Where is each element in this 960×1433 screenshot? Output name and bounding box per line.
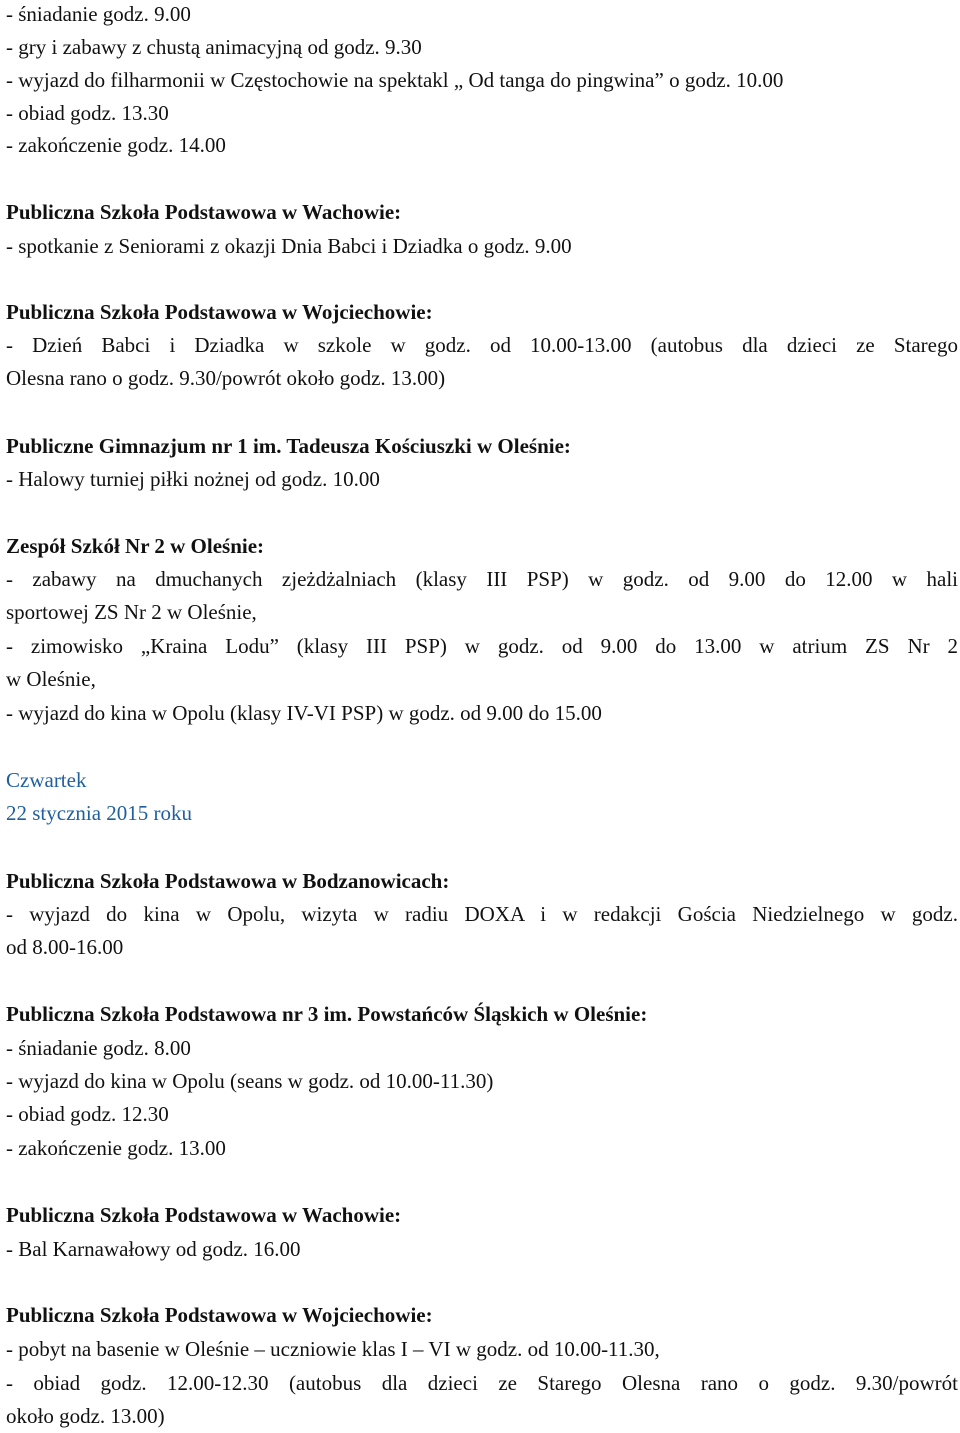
list-item: około godz. 13.00) [6,1404,165,1428]
list-item: - śniadanie godz. 8.00 [6,1036,191,1060]
section-heading: Publiczna Szkoła Podstawowa w Wachowie: [6,200,402,224]
list-item: - wyjazd do kina w Opolu, wizyta w radiu DOXA i w redakcji Gościa Niedzielnego w godz. [6,902,958,926]
section-heading: Publiczna Szkoła Podstawowa w Wojciechowie: [6,300,433,324]
section-heading: Publiczna Szkoła Podstawowa w Wojciechowie: [6,1303,433,1327]
list-item: - zakończenie godz. 14.00 [6,133,226,157]
date-heading: 22 stycznia 2015 roku [6,801,193,825]
list-item: - wyjazd do filharmonii w Częstochowie na spektakl „ Od tanga do pingwina” o godz. 10.00 [6,68,784,92]
section-heading: Publiczna Szkoła Podstawowa nr 3 im. Powstańców Śląskich w Oleśnie: [6,1002,648,1026]
list-item: - obiad godz. 12.00-12.30 (autobus dla dzieci ze Starego Olesna rano o godz. 9.30/powrót [6,1371,958,1395]
list-item: - Dzień Babci i Dziadka w szkole w godz. od 10.00-13.00 (autobus dla dzieci ze Starego [6,333,958,357]
list-item: od 8.00-16.00 [6,935,124,959]
section-heading: Publiczna Szkoła Podstawowa w Wachowie: [6,1203,402,1227]
list-item: - obiad godz. 12.30 [6,1102,169,1126]
list-item: - wyjazd do kina w Opolu (klasy IV-VI PSP) w godz. od 9.00 do 15.00 [6,701,602,725]
list-item: - Bal Karnawałowy od godz. 16.00 [6,1237,301,1261]
list-item: w Oleśnie, [6,667,96,691]
section-heading: Zespół Szkół Nr 2 w Oleśnie: [6,534,265,558]
list-item: - zakończenie godz. 13.00 [6,1136,226,1160]
list-item: Olesna rano o godz. 9.30/powrót około godz. 13.00) [6,366,446,390]
list-item: - spotkanie z Seniorami z okazji Dnia Babci i Dziadka o godz. 9.00 [6,234,572,258]
list-item: - śniadanie godz. 9.00 [6,2,191,26]
list-item: - zabawy na dmuchanych zjeżdżalniach (klasy III PSP) w godz. od 9.00 do 12.00 w hali [6,567,958,591]
list-item: sportowej ZS Nr 2 w Oleśnie, [6,600,257,624]
section-heading: Publiczna Szkoła Podstawowa w Bodzanowicach: [6,869,450,893]
list-item: - pobyt na basenie w Oleśnie – uczniowie klas I – VI w godz. od 10.00-11.30, [6,1337,660,1361]
day-heading: Czwartek [6,768,87,792]
list-item: - Halowy turniej piłki nożnej od godz. 10.00 [6,467,380,491]
list-item: - zimowisko „Kraina Lodu” (klasy III PSP) w godz. od 9.00 do 13.00 w atrium ZS Nr 2 [6,634,958,658]
section-heading: Publiczne Gimnazjum nr 1 im. Tadeusza Kościuszki w Oleśnie: [6,434,571,458]
list-item: - gry i zabawy z chustą animacyjną od godz. 9.30 [6,35,422,59]
list-item: - wyjazd do kina w Opolu (seans w godz. od 10.00-11.30) [6,1069,494,1093]
list-item: - obiad godz. 13.30 [6,101,169,125]
